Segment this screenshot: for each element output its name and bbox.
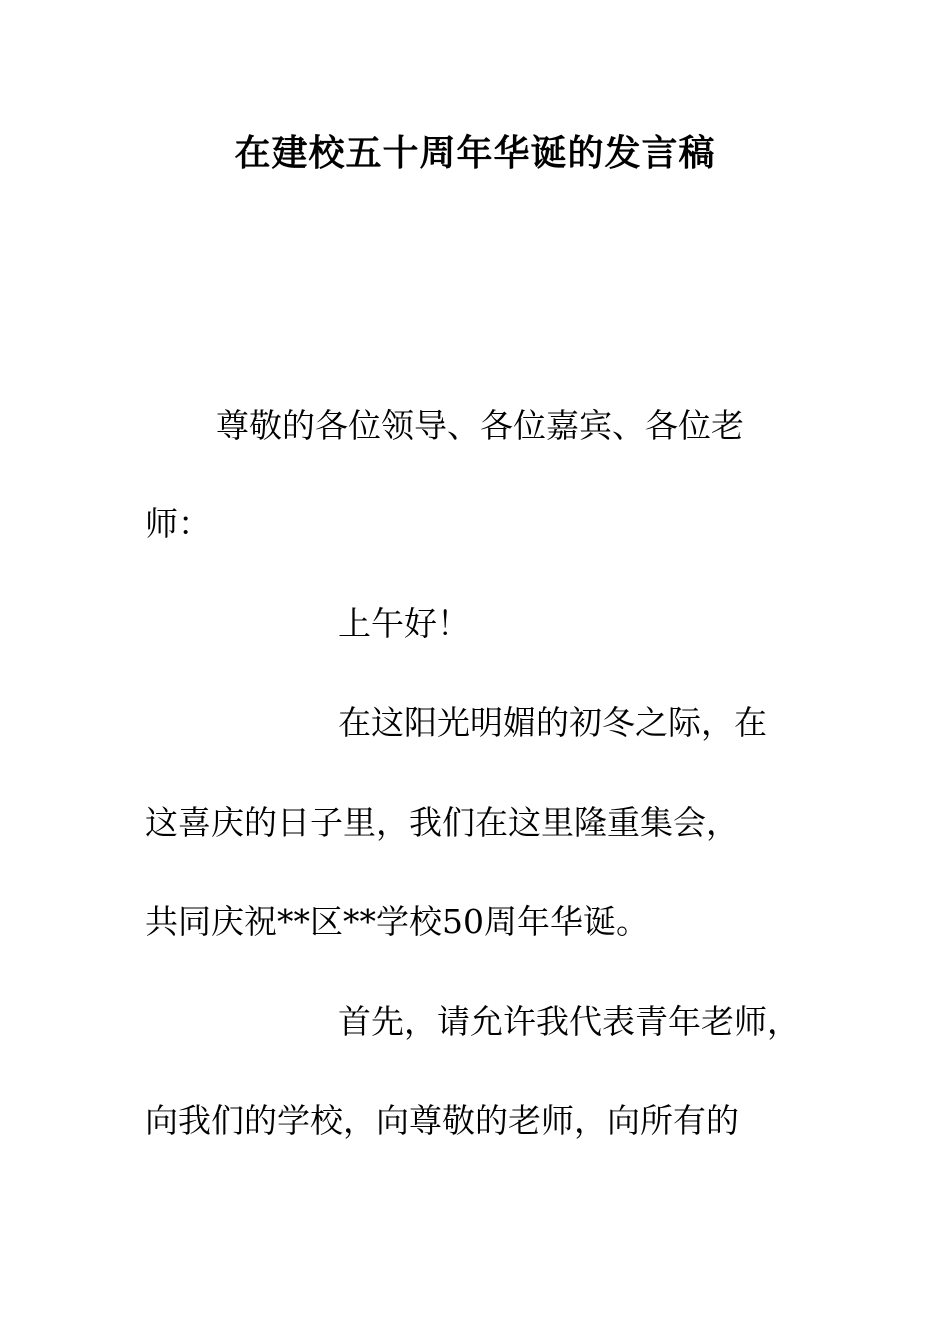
paragraph-1-line-3: 共同庆祝**区**学校50周年华诞。 [145,902,649,941]
paragraph-1-line-1: 在这阳光明媚的初冬之际，在 [338,703,767,742]
paragraph-1-line-2: 这喜庆的日子里，我们在这里隆重集会， [145,803,739,842]
greeting-line: 上午好！ [338,604,470,643]
paragraph-2-line-2: 向我们的学校，向尊敬的老师，向所有的 [145,1101,739,1140]
paragraph-2-line-1: 首先，请允许我代表青年老师， [338,1002,800,1041]
document-title: 在建校五十周年华诞的发言稿 [234,133,716,174]
salutation-line-2: 师： [145,504,211,543]
salutation-line-1: 尊敬的各位领导、各位嘉宾、各位老 [216,406,744,445]
